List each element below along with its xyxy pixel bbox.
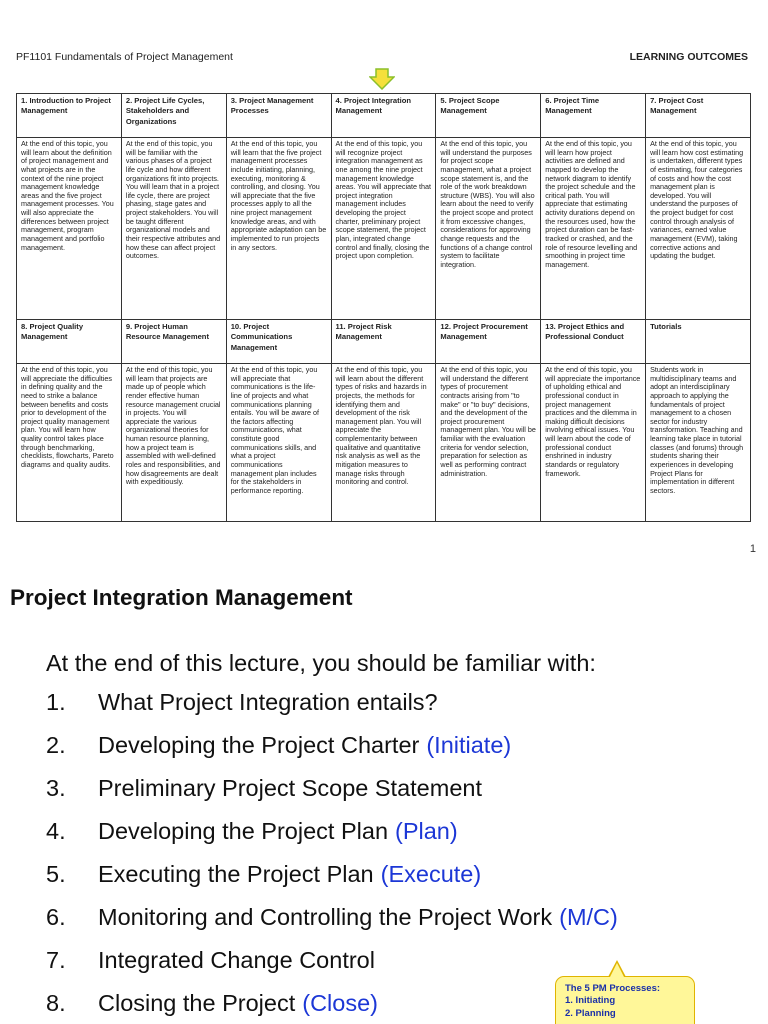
topic-title: 10. Project Communications Management	[226, 320, 331, 364]
topic-title: 7. Project Cost Management	[646, 94, 751, 138]
topic-outcome: At the end of this topic, you will learn about the definition of project management and what projects are in the context of the nine project management knowledge areas and the five project management processes. You will also appreciate the differences between project management, program management and portfolio management.	[17, 138, 122, 320]
learning-outcomes-table	[16, 93, 751, 522]
topic-title: 6. Project Time Management	[541, 94, 646, 138]
item-text: Monitoring and Controlling the Project Work	[98, 904, 553, 930]
item-number: 5.	[46, 861, 66, 887]
item-text: Developing the Project Plan	[98, 818, 389, 844]
list-item	[46, 689, 618, 732]
callout-item: 1. Initiating	[565, 995, 616, 1007]
topic-title: 13. Project Ethics and Professional Conduct	[541, 320, 646, 364]
process-tag: (Initiate)	[426, 732, 512, 758]
course-title: PF1101 Fundamentals of Project Management	[16, 51, 233, 63]
item-text: Executing the Project Plan	[98, 861, 374, 887]
item-text: Closing the Project	[98, 990, 296, 1016]
list-item	[46, 775, 618, 818]
table-header-row	[17, 94, 751, 138]
topic-title: 2. Project Life Cycles, Stakeholders and Organizations	[121, 94, 226, 138]
item-text: Developing the Project Charter	[98, 732, 420, 758]
topic-title: Tutorials	[646, 320, 751, 364]
item-text: Preliminary Project Scope Statement	[98, 775, 482, 801]
topic-outcome: At the end of this topic, you will learn that the five project management processes include initiating, planning, executing, monitoring & controlling, and closing. You will appreciate that the five processes apply to all the nine project management knowledge areas, and with appropriate adaptation can be implemented to run projects in any sectors.	[226, 138, 331, 320]
process-tag: (Execute)	[380, 861, 482, 887]
topic-title: 5. Project Scope Management	[436, 94, 541, 138]
lecture-title: Project Integration Management	[10, 585, 353, 610]
topic-outcome: At the end of this topic, you will understand the purposes for project scope management, what a project scope statement is, and the role of the work breakdown structure (WBS). You will also learn about the need to verify the project scope and protect it from excessive changes, considerations for approving change requests and the functions of a change control system to facilitate integration.	[436, 138, 541, 320]
item-text: Integrated Change Control	[98, 947, 375, 973]
lecture-outcomes-list	[46, 689, 618, 1024]
topic-outcome: Students work in multidisciplinary teams and adopt an interdisciplinary approach to applying the fundamentals of project management to a chosen sector for industry transformation. Teaching and learning take place in tutorial classes (and forums) through students sharing their experiences in developing Project Plans for implementation in different sectors.	[646, 364, 751, 522]
table-header-row	[17, 320, 751, 364]
callout-item: 2. Planning	[565, 1007, 616, 1019]
topic-outcome: At the end of this topic, you will appreciate the difficulties in defining quality and the need to strike a balance between benefits and costs prior to development of the project quality management plan. You will learn how quality control takes place through benchmarking, checklists, flowcharts, Pareto diagrams and quality audits.	[17, 364, 122, 522]
topic-outcome: At the end of this topic, you will recognize project integration management as one among the nine project management knowledge areas. You will appreciate that project integration management includes developing the project charter, preliminary project scope statement, the project plan, integrated change control and finally, closing the project upon completion.	[331, 138, 436, 320]
item-number: 3.	[46, 775, 66, 801]
topic-title: 4. Project Integration Management	[331, 94, 436, 138]
item-number: 1.	[46, 689, 66, 715]
topic-title: 1. Introduction to Project Management	[17, 94, 122, 138]
list-item	[46, 990, 618, 1024]
topic-outcome: At the end of this topic, you will appreciate that communications is the life-line of projects and what communications planning entails. You will be aware of the factors affecting communications, what constitute good communications skills, and what a project communications management plan includes for the stakeholders in performance reporting.	[226, 364, 331, 522]
list-item	[46, 947, 618, 990]
item-number: 8.	[46, 990, 66, 1016]
list-item	[46, 904, 618, 947]
table-row	[17, 364, 751, 522]
table-row	[17, 138, 751, 320]
topic-title: 12. Project Procurement Management	[436, 320, 541, 364]
list-item	[46, 861, 618, 904]
section-title: LEARNING OUTCOMES	[629, 51, 748, 63]
topic-outcome: At the end of this topic, you will learn how project activities are defined and mapped to develop the network diagram to identify the project schedule and the critical path. You will appreciate that estimating activity durations depend on the resources used, how the project duration can be fast-tracked or crashed, and the role of resource levelling and smoothing in project time management.	[541, 138, 646, 320]
item-number: 4.	[46, 818, 66, 844]
process-tag: (M/C)	[559, 904, 618, 930]
topic-outcome: At the end of this topic, you will understand the different types of procurement contracts arising from "to make" or "to buy" decisions, and the development of the project procurement management plan. You will be familiar with the evaluation criteria for vendor selection, preparation for selection as well as performing contract administration.	[436, 364, 541, 522]
list-item	[46, 818, 618, 861]
topic-outcome: At the end of this topic, you will learn that projects are made up of people which render effective human resource management crucial in projects. You will appreciate the various organizational theories for human resource planning, how a project team is assembled with well-defined roles and responsibilities, and how disagreements are dealt with expeditiously.	[121, 364, 226, 522]
pm-processes-callout	[555, 976, 695, 1024]
process-tag: (Plan)	[395, 818, 458, 844]
topic-outcome: At the end of this topic, you will learn about the different types of risks and hazards in projects, the methods for identifying them and development of the risk management plan. You will appreciate the complementarity between qualitative and quantitative risk analysis as well as the mitigation measures to manage risks through monitoring and control.	[331, 364, 436, 522]
callout-pointer-fill	[610, 963, 624, 977]
topic-title: 8. Project Quality Management	[17, 320, 122, 364]
item-text: What Project Integration entails?	[98, 689, 438, 715]
process-tag: (Close)	[302, 990, 378, 1016]
item-number: 7.	[46, 947, 66, 973]
callout-title: The 5 PM Processes:	[565, 983, 661, 994]
topic-title: 11. Project Risk Management	[331, 320, 436, 364]
topic-outcome: At the end of this topic, you will learn how cost estimating is undertaken, different types of estimating, four categories of costs and how the cost management plan is developed. You will understand the purposes of the project budget for cost control through analysis of variances, earned value management (EVM), taking corrective actions and updating the budget.	[646, 138, 751, 320]
topic-outcome: At the end of this topic, you will be familiar with the various phases of a project life cycle and how different organizations fit into projects. You will learn that in a project life cycle, there are project phasing, stage gates and project stakeholders. You will be taught different organizational models and their respective attributes and how these can affect project outcomes.	[121, 138, 226, 320]
topic-title: 9. Project Human Resource Management	[121, 320, 226, 364]
topic-title: 3. Project Management Processes	[226, 94, 331, 138]
list-item	[46, 732, 618, 775]
topic-outcome: At the end of this topic, you will appreciate the importance of upholding ethical and professional conduct in project management practices and the dilemma in making difficult decisions involving ethical issues. You will learn about the code of professional conduct enshrined in industry standards or regulatory framework.	[541, 364, 646, 522]
item-number: 6.	[46, 904, 66, 930]
item-number: 2.	[46, 732, 66, 758]
lecture-intro: At the end of this lecture, you should be familiar with:	[46, 650, 596, 676]
page-number: 1	[749, 543, 756, 555]
down-arrow-icon	[369, 68, 395, 90]
